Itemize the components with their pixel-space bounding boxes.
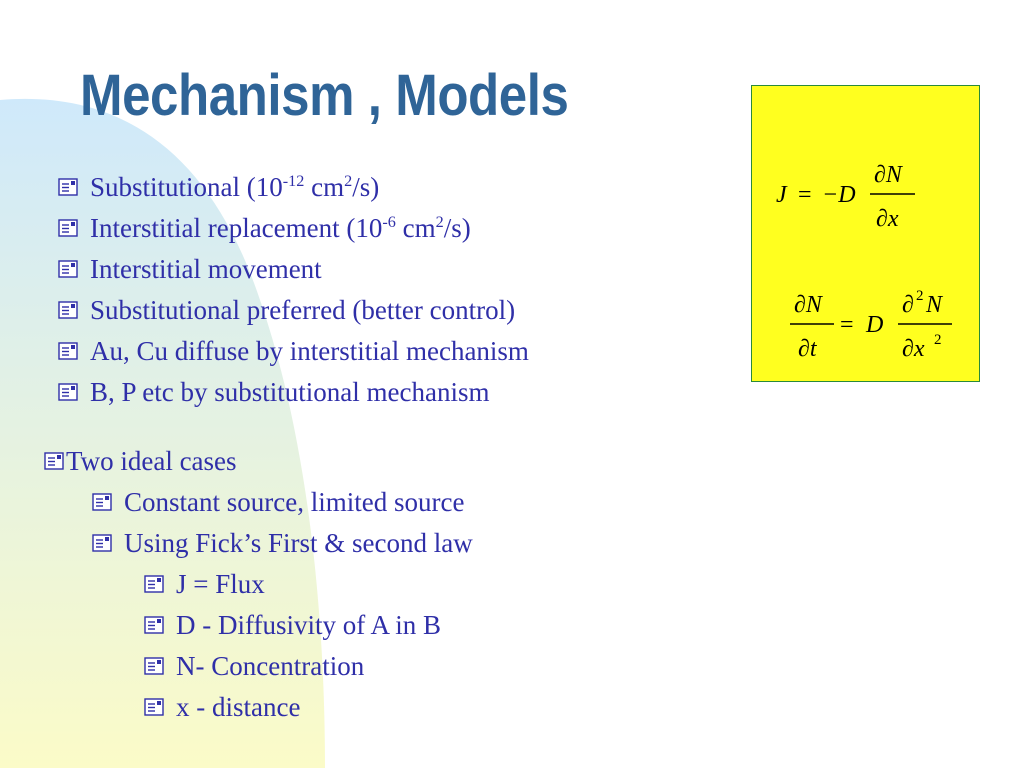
bullet-text: J = Flux [176,569,265,599]
eq2-lhs-numerator: ∂N [794,292,822,318]
list-item [58,254,322,285]
list-bullet-icon [144,698,166,718]
bullet-text: B, P etc by substitutional mechanism [90,377,490,407]
eq1-coefficient: −D [822,182,856,208]
list-item [58,295,515,326]
list-item [58,213,471,244]
bullet-text: Interstitial movement [90,254,322,284]
list-bullet-icon [58,260,80,280]
list-item [144,610,441,641]
list-item [144,651,364,682]
list-bullet-icon [58,383,80,403]
list-bullet-icon [92,493,114,513]
bullet-text: Substitutional preferred (better control) [90,295,516,325]
bullet-text: N- Concentration [176,651,365,681]
list-bullet-icon [58,342,80,362]
bullet-text: Au, Cu diffuse by interstitial mechanism [90,336,529,366]
eq2-denominator: ∂x [902,336,925,362]
eq1-equals: = [798,182,812,208]
bullet-text: Substitutional ($10^{-12}$ $cm^2/s$) [90,172,380,202]
eq2-equals: = [840,312,854,338]
bullet-text: Constant source, limited source [124,487,465,517]
cases-heading [44,446,237,477]
eq2-coefficient: D [866,312,884,338]
bullet-text: Using Fick’s First & second law [124,528,473,558]
bullet-text: Two ideal cases [66,446,237,476]
list-bullet-icon [92,534,114,554]
list-item [58,377,489,408]
eq2-numerator-d: ∂ [902,292,914,318]
list-item [58,336,529,367]
list-bullet-icon [58,219,80,239]
bullet-text: Interstitial replacement ($10^{-6}$ $cm^2/s$) [90,213,471,243]
list-bullet-icon [144,616,166,636]
ficks-first-law-equation [776,162,915,232]
list-item [144,692,300,723]
eq2-lhs-denominator: ∂t [798,336,817,362]
list-item [92,487,464,518]
list-bullet-icon [58,301,80,321]
list-bullet-icon [58,178,80,198]
list-item [58,172,379,203]
list-bullet-icon [144,657,166,677]
equation-box [751,85,980,382]
eq1-lhs: J [776,182,787,208]
list-item [92,528,473,559]
page-title: Mechanism , Models [80,63,569,128]
eq2-numerator-exponent: 2 [916,288,924,304]
ficks-second-law-equation [790,288,952,362]
eq2-numerator-var: N [926,292,943,318]
bullet-text: x - distance [176,692,301,722]
list-bullet-icon [44,452,66,472]
eq1-numerator: ∂N [874,162,902,188]
eq2-denominator-exponent: 2 [934,332,942,348]
eq1-denominator: ∂x [876,206,899,232]
bullet-text: D - Diffusivity of A in B [176,610,442,640]
list-bullet-icon [144,575,166,595]
list-item [144,569,265,600]
